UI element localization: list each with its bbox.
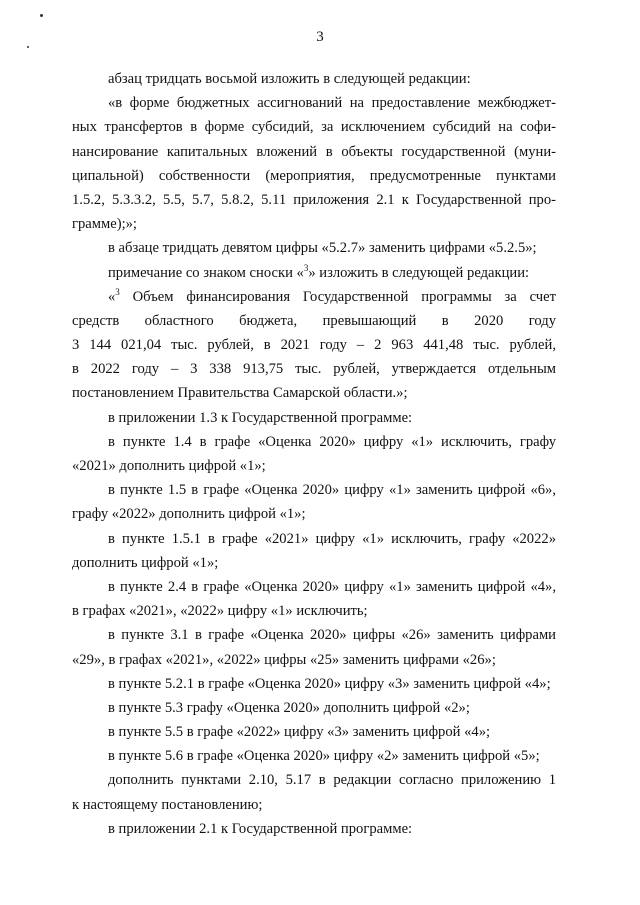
paragraph-p10 — [72, 575, 556, 623]
paragraph-p13 — [72, 696, 556, 720]
scan-speck — [40, 14, 43, 17]
line-text: в пункте 1.5 в графе «Оценка 2020» цифру «1» заменить цифрой «6», — [108, 482, 556, 499]
line-text: ципальной) собственности (мероприятия, предусмотренные пунктами — [72, 167, 556, 184]
text-line — [72, 67, 556, 91]
line-text: в пункте 5.3 графу «Оценка 2020» дополнить цифрой «2»; — [108, 699, 470, 716]
line-text: в пункте 2.4 в графе «Оценка 2020» цифру «1» заменить цифрой «4», — [108, 578, 556, 595]
text-line — [72, 599, 556, 623]
line-text: » изложить в следующей редакции: — [308, 264, 530, 281]
text-line — [72, 720, 556, 744]
line-text: в пункте 1.4 в графе «Оценка 2020» цифру «1» исключить, графу — [108, 433, 556, 450]
paragraph-p15 — [72, 744, 556, 768]
line-text: грамме);»; — [72, 216, 137, 233]
text-line — [72, 164, 556, 188]
text-line — [72, 381, 556, 405]
paragraph-p06 — [72, 406, 556, 430]
paragraph-p03 — [72, 236, 556, 260]
paragraph-p02 — [72, 91, 556, 236]
text-line — [72, 333, 556, 357]
line-text: в пункте 5.6 в графе «Оценка 2020» цифру «2» заменить цифрой «5»; — [108, 748, 540, 765]
line-text: абзац тридцать восьмой изложить в следующей редакции: — [108, 71, 471, 87]
line-text: в приложении 2.1 к Государственной программе: — [108, 820, 413, 837]
text-line — [72, 188, 556, 212]
paragraph-p14 — [72, 720, 556, 744]
line-text: в приложении 1.3 к Государственной программе: — [108, 409, 413, 426]
paragraph-p09 — [72, 527, 556, 575]
line-text: в пункте 1.5.1 в графе «2021» цифру «1» исключить, графу «2022» — [108, 530, 556, 547]
text-line — [72, 551, 556, 575]
line-text: нансирование капитальных вложений в объекты государственной (муни- — [72, 143, 556, 160]
line-text: средств областного бюджета, превышающий в 2020 году — [72, 312, 556, 329]
footnote-mark: 3 — [303, 262, 309, 273]
line-text: дополнить цифрой «1»; — [72, 554, 219, 571]
line-text: в 2022 году – 3 338 913,75 тыс. рублей, утверждается отдельным — [72, 361, 556, 378]
text-line — [72, 696, 556, 720]
text-line — [72, 309, 556, 333]
text-line — [72, 406, 556, 430]
line-text: в пункте 3.1 в графе «Оценка 2020» цифры «26» заменить цифрами — [108, 627, 556, 644]
text-line — [72, 357, 556, 381]
line-text: «2021» дополнить цифрой «1»; — [72, 458, 266, 474]
text-line — [72, 454, 556, 478]
document-body — [72, 67, 556, 841]
line-text: в пункте 5.5 в графе «2022» цифру «3» заменить цифрой «4»; — [108, 724, 491, 741]
line-text: примечание со знаком сноски « — [108, 264, 304, 281]
text-line — [72, 793, 556, 817]
text-line — [72, 115, 556, 139]
line-text: «29», в графах «2021», «2022» цифры «25» заменить цифрами «26»; — [72, 651, 496, 668]
text-line — [72, 768, 556, 792]
text-line — [72, 623, 556, 647]
line-text: графу «2022» дополнить цифрой «1»; — [72, 506, 306, 523]
line-text: в графах «2021», «2022» цифру «1» исключить; — [72, 603, 368, 620]
paragraph-p16 — [72, 768, 556, 816]
line-text: к настоящему постановлению; — [72, 796, 263, 813]
line-text: ных трансфертов в форме субсидий, за исключением субсидий на софи- — [72, 119, 556, 136]
text-line — [72, 261, 556, 285]
paragraph-p04 — [72, 261, 556, 285]
text-line — [72, 212, 556, 236]
text-line — [72, 817, 556, 841]
line-text: дополнить пунктами 2.10, 5.17 в редакции согласно приложению 1 — [108, 772, 556, 789]
text-line — [72, 527, 556, 551]
paragraph-p01 — [72, 67, 556, 91]
line-text: в пункте 5.2.1 в графе «Оценка 2020» цифру «3» заменить цифрой «4»; — [108, 675, 551, 692]
text-line — [72, 648, 556, 672]
text-line — [72, 140, 556, 164]
text-line — [72, 575, 556, 599]
line-text: Объем финансирования Государственной программы за счет — [119, 288, 556, 305]
text-line — [72, 744, 556, 768]
paragraph-p07 — [72, 430, 556, 478]
text-line — [72, 478, 556, 502]
text-line — [72, 236, 556, 260]
paragraph-p05 — [72, 285, 556, 406]
text-line — [72, 430, 556, 454]
line-text: « — [108, 288, 116, 305]
text-line — [72, 672, 556, 696]
text-line — [72, 91, 556, 115]
footnote-mark: 3 — [115, 286, 120, 297]
paragraph-p17 — [72, 817, 556, 841]
line-text: «в форме бюджетных ассигнований на предоставление межбюджет- — [108, 95, 556, 112]
paragraph-p11 — [72, 623, 556, 671]
paragraph-p08 — [72, 478, 556, 526]
line-text: постановлением Правительства Самарской области.»; — [72, 385, 408, 402]
text-line — [72, 285, 556, 309]
paragraph-p12 — [72, 672, 556, 696]
page-number: 3 — [316, 29, 324, 45]
line-text: 1.5.2, 5.3.3.2, 5.5, 5.7, 5.8.2, 5.11 приложения 2.1 к Государственной про- — [72, 191, 556, 208]
line-text: в абзаце тридцать девятом цифры «5.2.7» заменить цифрами «5.2.5»; — [108, 240, 537, 257]
text-line — [72, 502, 556, 526]
line-text: 3 144 021,04 тыс. рублей, в 2021 году – 2 963 441,48 тыс. рублей, — [72, 337, 556, 354]
